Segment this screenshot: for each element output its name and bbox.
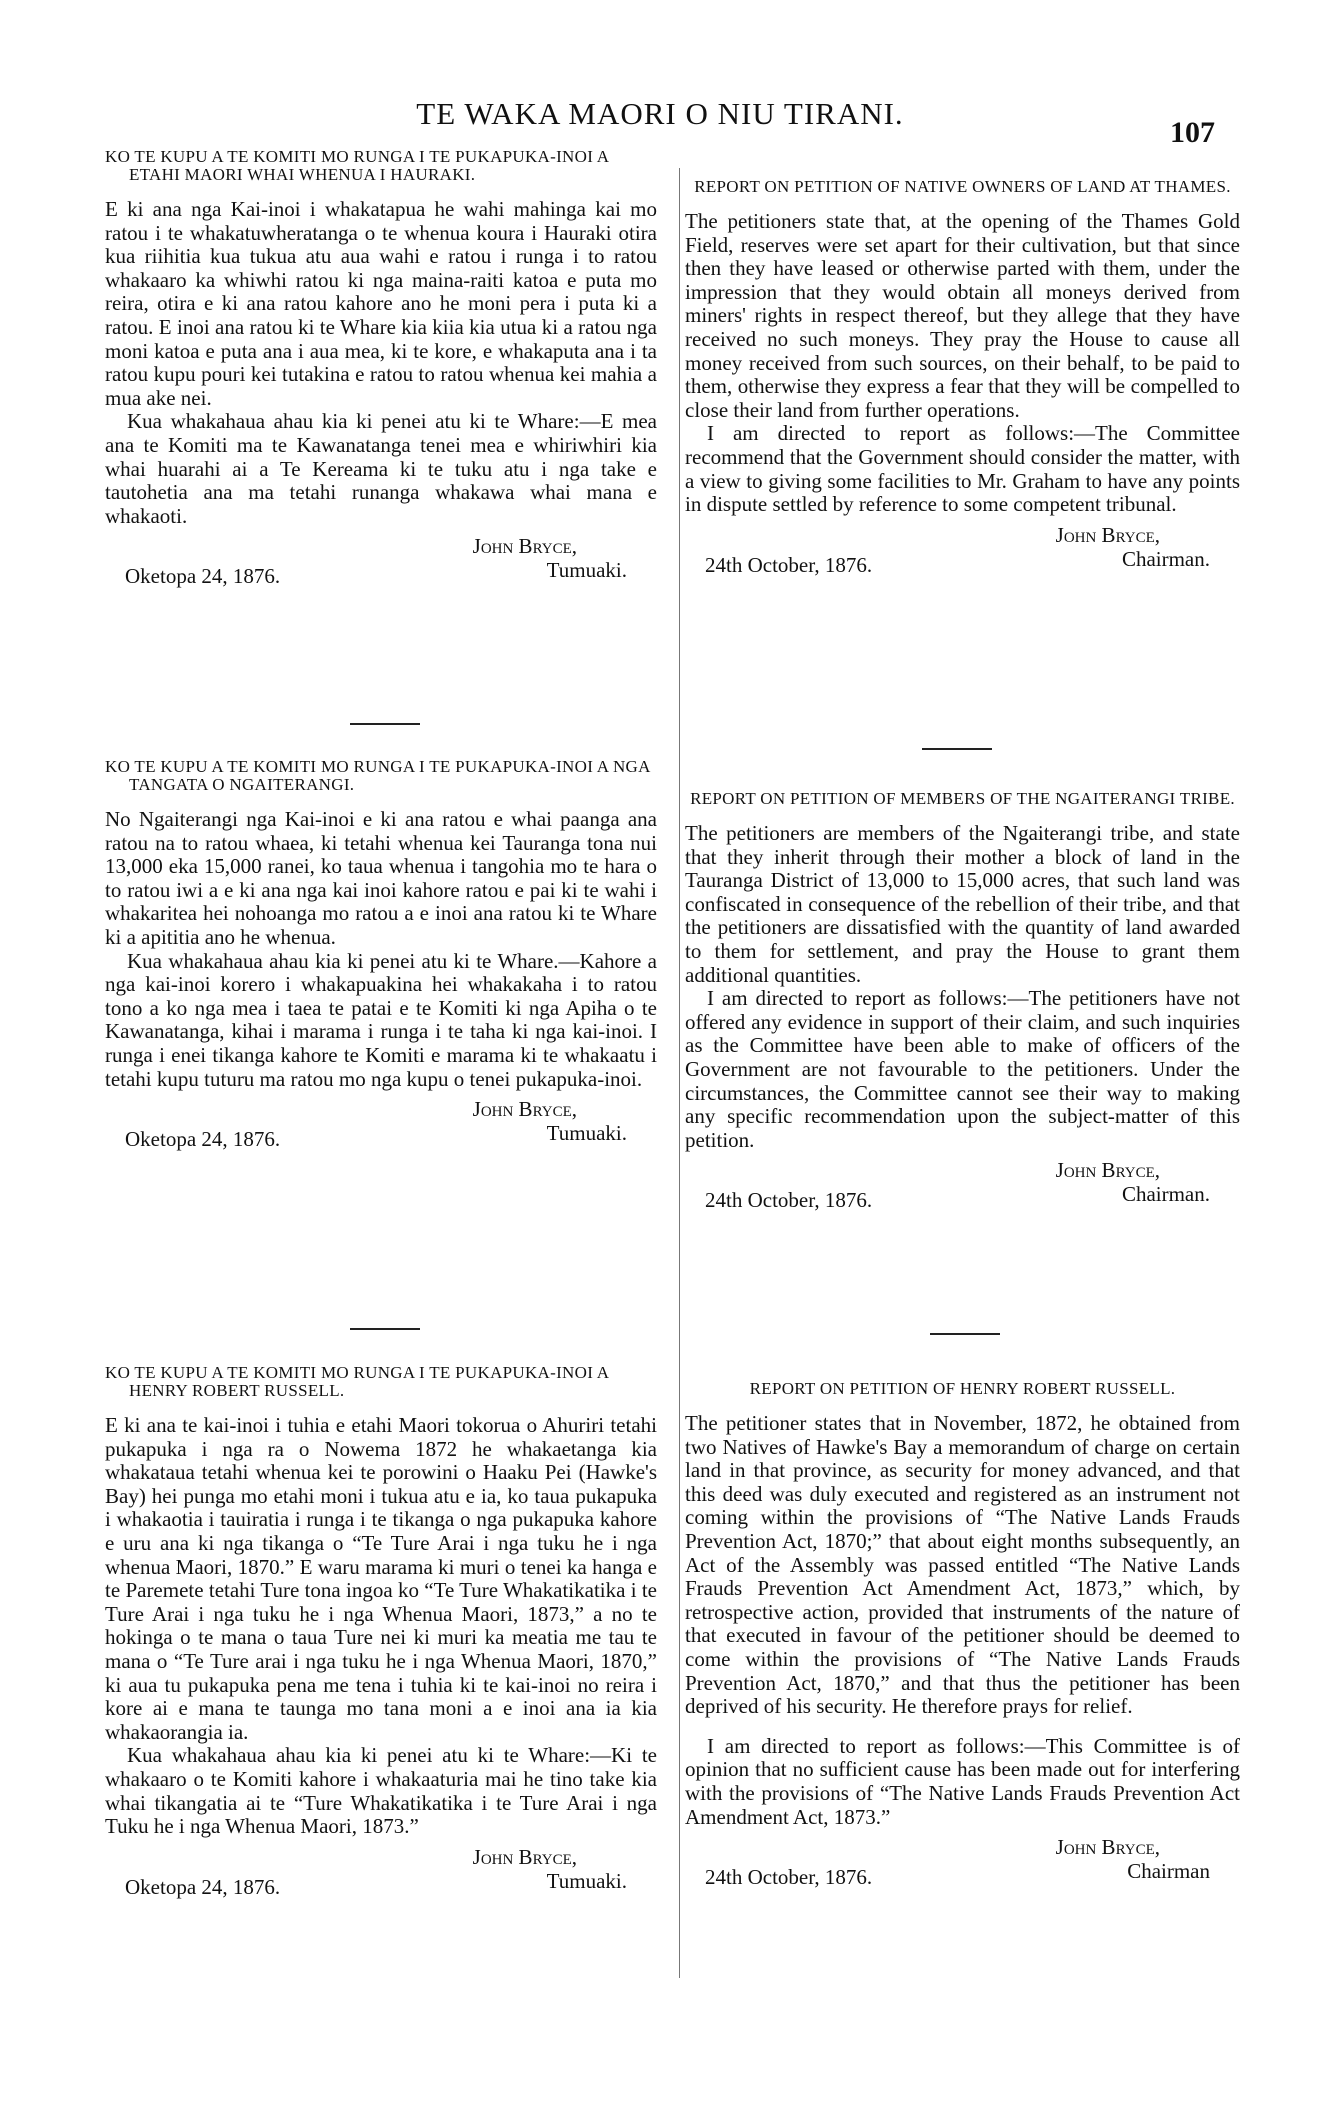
- report-date: 24th October, 1876.: [705, 1865, 873, 1890]
- english-report-thames: [685, 178, 1240, 579]
- maori-report-ngaiterangi: [105, 758, 657, 1153]
- section-heading: REPORT ON PETITION OF HENRY ROBERT RUSSELL.: [749, 1379, 1176, 1398]
- paragraph: The petitioner states that in November, 1872, he obtained from two Natives of Hawke's Bay a memorandum of charge on certain land in that province, as security for money advanced, and that this deed was duly executed and registered as an instrument not coming within the provisions of “The Native Lands Frauds Prevention Act, 1870;” that about eight months subsequently, an Act of the Assembly was passed entitled “The Native Lands Frauds Prevention Act Amendment Act, 1873,” which, by retrospective action, provided that instruments of the nature of that executed in favour of the petitioner should be deemed to come within the provisions of “The Native Lands Frauds Prevention Act, 1870,” and that thus the petitioner has been deprived of his security. He therefore prays for relief.: [685, 1411, 1240, 1719]
- signature-block: [105, 1845, 657, 1901]
- signer-name: John Bryce,: [472, 1097, 577, 1122]
- signature-block: [105, 534, 657, 590]
- report-date: Oketopa 24, 1876.: [125, 564, 281, 589]
- maori-report-russell: [105, 1364, 657, 1901]
- signer-title: Tumuaki.: [546, 1121, 627, 1146]
- section-rule: [350, 1328, 420, 1330]
- section-heading: REPORT ON PETITION OF NATIVE OWNERS OF LAND AT THAMES.: [694, 177, 1231, 196]
- signer-title: Tumuaki.: [546, 558, 627, 583]
- running-title: TE WAKA MAORI O NIU TIRANI.: [416, 96, 904, 131]
- signer-title: Chairman: [1127, 1859, 1210, 1884]
- section-heading: KO TE KUPU A TE KOMITI MO RUNGA I TE PUKAPUKA-INOI A ETAHI MAORI WHAI WHENUA I HAURAKI.: [105, 147, 609, 184]
- paragraph: The petitioners are members of the Ngaiterangi tribe, and state that they inherit through their mother a block of land in the Tauranga District of 13,000 to 15,000 acres, that such land was confiscated in consequence of the rebellion of their tribe, and that the petitioners are dissatisfied with the quantity of land awarded to them for settlement, and pray the House to grant them additional quantities.: [685, 821, 1240, 987]
- report-date: 24th October, 1876.: [705, 552, 873, 577]
- signature-block: [685, 523, 1240, 579]
- report-date: Oketopa 24, 1876.: [125, 1874, 281, 1899]
- signer-name: John Bryce,: [472, 534, 577, 559]
- paragraph: Kua whakahaua ahau kia ki penei atu ki te Whare.—Kahore a nga kai-inoi korero i whakapuakina hei whakakaha i to ratou tono a ko nga mea i taea te patai e te Komiti ki nga Apiha o te Kawanatanga, kihai i marama i runga i te taha ki nga kai-inoi. I runga i enei tikanga kahore te Komiti e marama ki te whakaatu i tetahi kupu tuturu ma ratou mo nga kupu o tenei pukapuka-inoi.: [105, 948, 657, 1091]
- report-date: Oketopa 24, 1876.: [125, 1127, 281, 1152]
- english-report-russell: [685, 1380, 1240, 1891]
- signer-title: Tumuaki.: [546, 1868, 627, 1893]
- signature-block: [685, 1835, 1240, 1891]
- paragraph: E ki ana nga Kai-inoi i whakatapua he wahi mahinga kai mo ratou i te whakatuwheratanga o te whenua koura i Hauraki otira kua riihitia kua tukua atu aua wahi e ratou i runga i to ratou whakaaro ka whiwhi ratou ki nga maina-raiti katoa e puta mo reira, otira e ki ana ratou kahore ano he moni pera i puta ki a ratou. E inoi ana ratou ki te Whare kia kiia kia utua ki a ratou nga moni katoa e puta ana i aua mea, ki te kore, e whakaputa ana i ta ratou kupu pouri kei tutakina e ratou to ratou whenua kei mahia a mua ake nei.: [105, 197, 657, 410]
- paragraph: I am directed to report as follows:—The petitioners have not offered any evidence in support of their claim, and such inquiries as the Committee have been able to make of officers of the Government are not favourable to the petitioners. Under the circumstances, the Committee cannot see their way to making any specific recommendation upon the subject-matter of this petition.: [685, 986, 1240, 1152]
- paragraph: No Ngaiterangi nga Kai-inoi e ki ana ratou e whai paanga ana ratou na to ratou whaea, ki tetahi whenua kei Tauranga tona nui 13,000 eka 15,000 ranei, ko taua whenua i tangohia mo te hara o to ratou iwi a e ki ana nga kai inoi kahore ratou e pai ki te wahi i whakaritea hei nohoanga mo ratou a e inoi ana ratou ki te Whare ki a apititia ano he whenua.: [105, 807, 657, 949]
- signature-block: [685, 1158, 1240, 1214]
- paragraph: I am directed to report as follows:—The Committee recommend that the Government should consider the matter, with a view to giving some facilities to Mr. Graham to have any points in dispute settled by reference to some competent tribunal.: [685, 421, 1240, 517]
- paragraph: Kua whakahaua ahau kia ki penei atu ki te Whare:—E mea ana te Komiti ma te Kawanatanga tenei mea e whiriwhiri kia whai huarahi ai a Te Kereama ki te tuku atu i nga take e tautohetia ana ma tetahi runanga whakawa whai mana e whakaoti.: [105, 409, 657, 528]
- signer-name: John Bryce,: [472, 1844, 577, 1869]
- signer-name: John Bryce,: [1055, 522, 1160, 547]
- paragraph: The petitioners state that, at the opening of the Thames Gold Field, reserves were set apart for their cultivation, but that since then they have leased or otherwise parted with them, under the impression that they would obtain all moneys derived from miners' rights in respect thereof, but they allege that they have received no such moneys. They pray the House to cause all money received from such sources, on their behalf, to be paid to them, otherwise they express a fear that they will be compelled to close their land from further operations.: [685, 209, 1240, 422]
- english-report-ngaiterangi: [685, 790, 1240, 1214]
- section-heading: KO TE KUPU A TE KOMITI MO RUNGA I TE PUKAPUKA-INOI A HENRY ROBERT RUSSELL.: [105, 1363, 609, 1400]
- section-rule: [930, 1333, 1000, 1335]
- signer-title: Chairman.: [1121, 546, 1210, 571]
- report-date: 24th October, 1876.: [705, 1188, 873, 1213]
- section-heading: REPORT ON PETITION OF MEMBERS OF THE NGAITERANGI TRIBE.: [690, 789, 1235, 808]
- paragraph: I am directed to report as follows:—This Committee is of opinion that no sufficient cause has been made out for interfering with the provisions of “The Native Lands Frauds Prevention Act Amendment Act, 1873.”: [685, 1733, 1240, 1829]
- signer-name: John Bryce,: [1055, 1158, 1160, 1183]
- signer-name: John Bryce,: [1055, 1835, 1160, 1860]
- column-divider: [679, 168, 680, 1978]
- section-rule: [922, 748, 992, 750]
- signature-block: [105, 1097, 657, 1153]
- paragraph: Kua whakahaua ahau kia ki penei atu ki te Whare:—Ki te whakaaro o te Komiti kahore i whakaaturia mai he tino take kia whai tikangatia ai te “Ture Whakatikatika i te Ture Arai i nga Tuku he i nga Whenua Maori, 1873.”: [105, 1743, 657, 1839]
- maori-report-thames: [105, 148, 657, 590]
- section-rule: [350, 723, 420, 725]
- paragraph: E ki ana te kai-inoi i tuhia e etahi Maori tokorua o Ahuriri tetahi pukapuka i nga ra o Nowema 1872 he whakaetanga kia whakataua tetahi whenua kei te porowini o Haaku Pei (Hawke's Bay) hei punga mo etahi moni i tukua atu e ia, ko taua pukapuka i whakaotia i tauiratia i runga i te tikanga o nga pukapuka kahore e uru ana ki nga tikanga o “Te Ture Arai i nga tuku he i nga whenua Maori, 1870.” E waru marama ki muri o tenei ka hanga e te Paremete tetahi Ture tona ingoa ko “Te Ture Whakatikatika i te Ture Arai i nga tuku he i nga Whenua Maori, 1873,” a no te hokinga o te mana o taua Ture nei ki muri ka meatia me tau te mana o “Te Ture arai i nga tuku he i nga Whenua Maori, 1870,” ki aua tu pukapuka pena me tena i tuhia ki te kai-inoi no reira i kore ai e mana te taunga mo tana moni a e inoi ana ia kia whakaorangia ia.: [105, 1413, 657, 1744]
- section-heading: KO TE KUPU A TE KOMITI MO RUNGA I TE PUKAPUKA-INOI A NGA TANGATA O NGAITERANGI.: [105, 757, 650, 794]
- page-number: 107: [1170, 116, 1215, 149]
- signer-title: Chairman.: [1121, 1182, 1210, 1207]
